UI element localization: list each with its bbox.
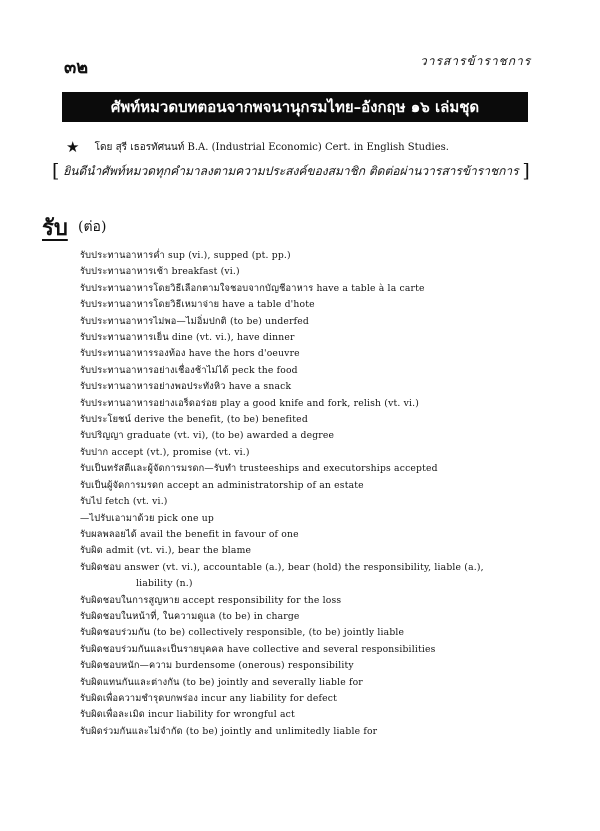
entry: รับปริญญา graduate (vt. vi), (to be) awarded a degree [80,430,335,442]
page-number: ๓๒ [64,57,89,78]
entry: —ไปรับเอามาด้วย pick one up [80,512,214,524]
entry: รับผิดเพื่อละเมิด incur liability for wrongful act [80,709,295,721]
entry: รับประทานอาหารเย็น dine (vt. vi.), have dinner [80,332,295,344]
entry: รับผิดชอบในการสูญหาย accept responsibility for the loss [80,594,342,606]
entry: รับผิดชอบร่วมกัน (to be) collectively responsible, (to be) jointly liable [80,627,405,639]
entry: รับประทานอาหารไม่พอ—ไม่อิ่มปกติ (to be) underfed [80,315,309,327]
author-line [66,138,546,156]
entry: รับผิดชอบหนัก—ความ burdensome (onerous) responsibility [80,660,354,672]
author-name: สุรี เธอรทัศนนท์ [115,142,185,153]
headword-note: (ต่อ) [78,219,107,235]
entry: รับประทานอาหารอย่างพอประทังหิว have a snack [80,381,292,393]
headword: รับ [42,215,68,241]
entry: รับประทานอาหารโดยวิธีเลือกตามใจชอบจากบัญชีอาหาร have a table à la carte [80,282,425,294]
entry: รับไป fetch (vt. vi.) [80,496,168,508]
page-title: ศัพท์หมวดบทตอนจากพจนานุกรมไทย–อังกฤษ ๑๖ เล่มชุด [62,92,528,122]
entry: รับประทานอาหารค่ำ sup (vi.), supped (pt. pp.) [80,250,291,261]
author-prefix: โดย [94,142,113,153]
notice-close-bracket: ] [522,160,530,182]
entry: รับประทานอาหารรองท้อง have the hors d'oeuvre [80,348,300,360]
entry: รับประทานอาหารอย่างเอร็ดอร่อย play a good knife and fork, relish (vt. vi.) [80,397,420,409]
entry: รับผิดเพื่อความชำรุดบกพร่อง incur any liability for defect [80,692,337,704]
entry: รับประโยชน์ derive the benefit, (to be) benefited [80,414,308,426]
star-icon: ★ [66,138,80,156]
entry: รับประทานอาหารเช้า breakfast (vi.) [80,266,240,278]
entry-continuation: liability (n.) [136,578,193,590]
entry: รับปาก accept (vt.), promise (vt. vi.) [80,446,250,458]
entry: รับประทานอาหารอย่างเชื่องช้าไม่ได้ peck the food [80,364,298,376]
entry: รับผิดชอบ answer (vt. vi.), accountable (a.), bear (hold) the responsibility, liable (a.), [80,561,484,573]
entry-list [80,248,550,740]
author-credentials: B.A. (Industrial Economic) Cert. in English Studies. [187,142,449,153]
notice-line [52,160,562,182]
entry: รับผิดชอบร่วมกันและเป็นรายบุคคล have collective and several responsibilities [80,643,436,655]
entry: รับผลพลอยได้ avail the benefit in favour of one [80,528,299,540]
running-head: วารสารข้าราชการ [420,54,532,68]
notice-text: ยินดีนำศัพท์หมวดทุกคำมาลงตามความประสงค์ของสมาชิก ติดต่อผ่านวารสารข้าราชการ [63,164,519,178]
entry: รับเป็นผู้จัดการมรดก accept an administratorship of an estate [80,479,364,491]
entry: รับผิด admit (vt. vi.), bear the blame [80,545,252,557]
entry: รับผิดแทนกันและต่างกัน (to be) jointly and severally liable for [80,676,363,688]
entry: รับผิดร่วมกันและไม่จำกัด (to be) jointly and unlimitedly liable for [80,725,378,737]
entry: รับผิดชอบในหน้าที่, ในความดูแล (to be) in charge [80,610,300,622]
entry: รับประทานอาหารโดยวิธีเหมาจ่าย have a table d'hote [80,299,315,311]
entry: รับเป็นทรัสตีและผู้จัดการมรดก—รับทำ trusteeships and executorships accepted [80,463,438,475]
notice-open-bracket: [ [52,160,60,182]
